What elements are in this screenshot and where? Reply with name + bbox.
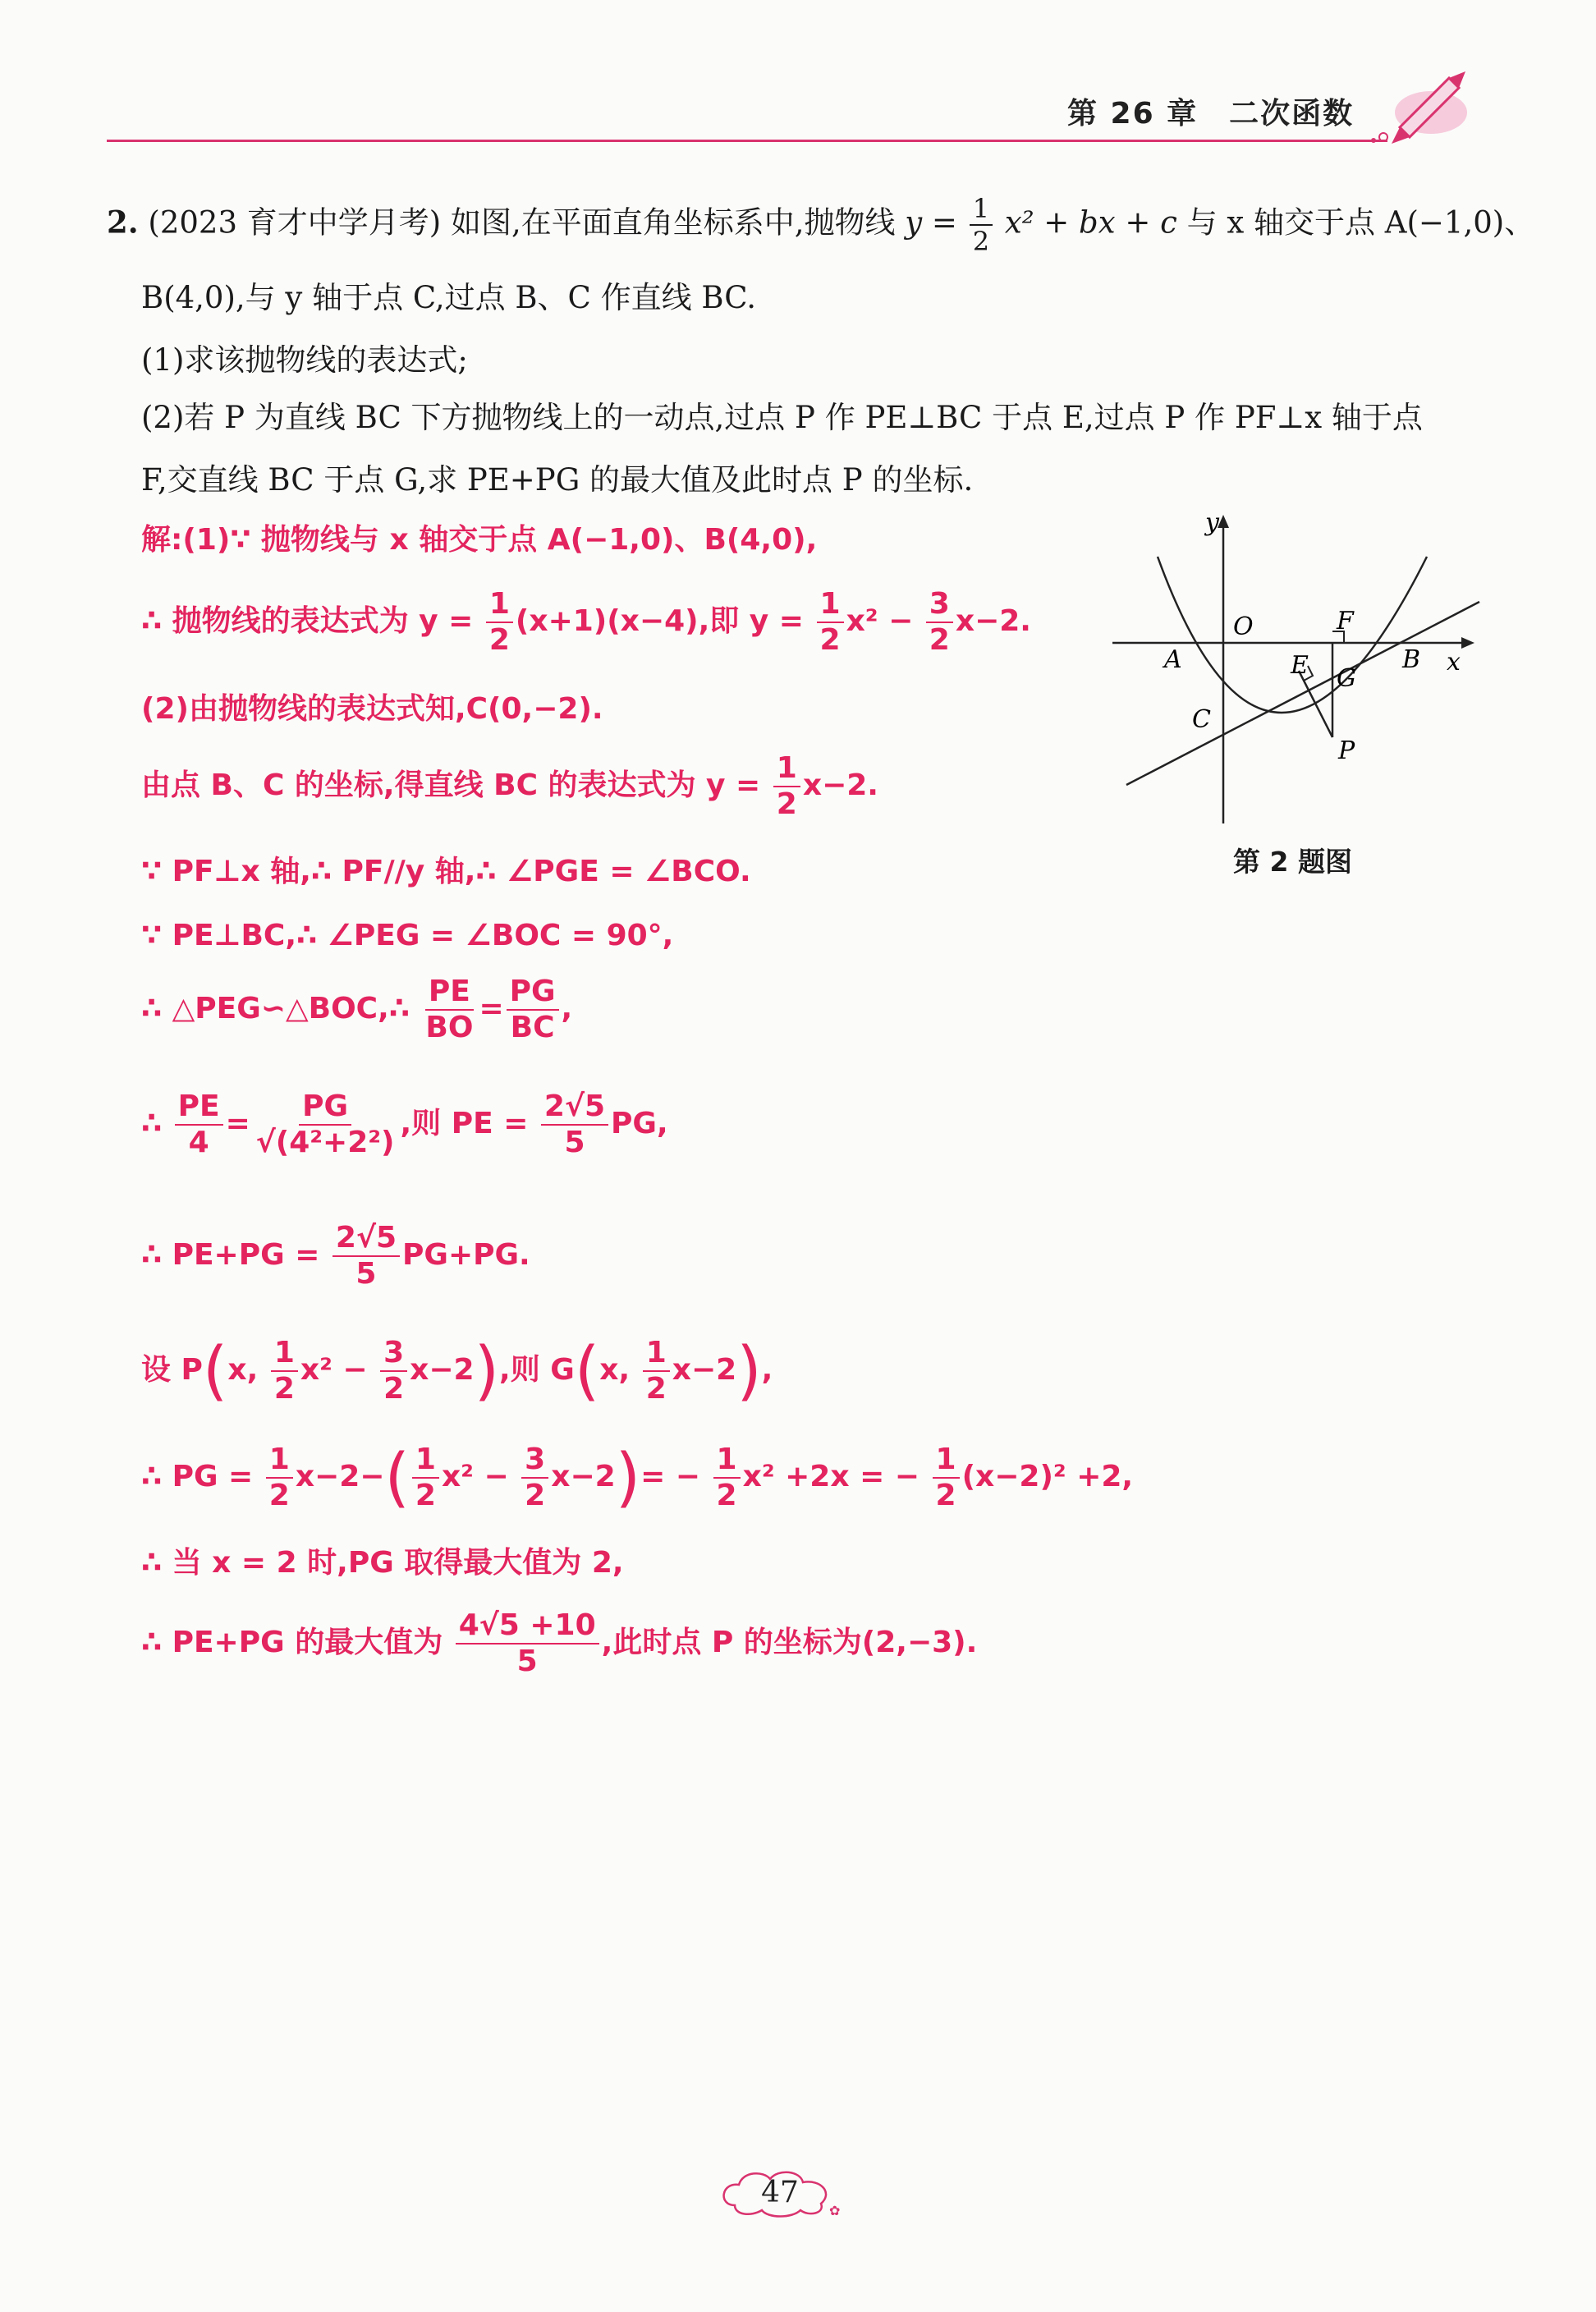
solution-line-5: ∵ PF⊥x 轴,∴ PF//y 轴,∴ ∠PGE = ∠BCO. xyxy=(141,855,751,888)
question-part-2a: (2)若 P 为直线 BC 下方抛物线上的一动点,过点 P 作 PE⊥BC 于点 E,过点 P 作 PF⊥x 轴于点 xyxy=(141,400,1423,435)
question-source: (2023 育才中学月考) xyxy=(148,204,442,241)
page-number-badge xyxy=(714,2164,846,2222)
label-f: F xyxy=(1337,607,1354,635)
solution-line-4: 由点 B、C 的坐标,得直线 BC 的表达式为 y = $\frac{1}{2}$ x−2. xyxy=(141,751,878,821)
fraction-half: $\frac{1}{2}$ xyxy=(970,195,993,255)
label-c: C xyxy=(1192,705,1211,734)
label-x: x xyxy=(1447,648,1461,677)
solution-line-3: (2)由抛物线的表达式知,C(0,−2). xyxy=(141,692,603,726)
y-axis-arrow xyxy=(1218,515,1229,528)
figure-caption: 第 2 题图 xyxy=(1233,846,1352,878)
x-axis-arrow xyxy=(1461,637,1474,649)
solution-line-6: ∵ PE⊥BC,∴ ∠PEG = ∠BOC = 90°, xyxy=(141,919,674,952)
solution-line-10: 设 P(x, $\frac{1}{2}$ x² − $\frac{3}{2}$ x−2),则 G(x, $\frac{1}{2}$ x−2), xyxy=(141,1333,773,1408)
question-line-1 xyxy=(107,195,1534,255)
solution-line-13: ∴ PE+PG 的最大值为 $\frac{4√5 +10}{5}$ ,此时点 P 的坐标为(2,−3). xyxy=(141,1608,978,1678)
header-rule xyxy=(107,140,1387,142)
question-part-1: (1)求该抛物线的表达式; xyxy=(141,342,468,378)
question-text: 如图,在平面直角坐标系中,抛物线 xyxy=(450,204,896,241)
label-e: E xyxy=(1291,651,1309,680)
label-o: O xyxy=(1233,612,1254,641)
label-b: B xyxy=(1402,645,1421,674)
page-number: 47 xyxy=(761,2176,799,2209)
solution-line-7: ∴ △PEG∽△BOC,∴ $\frac{PE}{BO}$ = $\frac{PG}{BC}$ , xyxy=(141,975,573,1044)
question-line-2: B(4,0),与 y 轴于点 C,过点 B、C 作直线 BC. xyxy=(141,280,757,315)
label-y: y xyxy=(1205,508,1219,537)
eq-suffix: x² + bx + c xyxy=(1004,204,1177,241)
question-part-2b: F,交直线 BC 于点 G,求 PE+PG 的最大值及此时点 P 的坐标. xyxy=(141,462,974,498)
label-a: A xyxy=(1164,645,1182,674)
line-bc xyxy=(1126,602,1479,785)
svg-text:✿: ✿ xyxy=(829,2203,841,2218)
parabola-curve xyxy=(1158,557,1427,713)
question-number: 2. xyxy=(107,204,139,241)
solution-line-1: 解:(1)∵ 抛物线与 x 轴交于点 A(−1,0)、B(4,0), xyxy=(141,523,818,557)
parabola-figure xyxy=(1100,507,1494,828)
solution-line-11: ∴ PG = $\frac{1}{2}$ x−2−( $\frac{1}{2}$ x² − $\frac{3}{2}$ x−2)= − $\frac{1}{2}$ x² +2x = − $\frac{1}{2}$ (x−2)² +2, xyxy=(141,1440,1134,1515)
question-text: 与 x 轴交于点 A(−1,0)、 xyxy=(1186,204,1535,241)
solution-line-8: ∴ $\frac{PE}{4}$ = $\frac{PG}{\text{√(4²+2²)}}$ ,则 PE = $\frac{2√5}{5}$ PG, xyxy=(141,1089,668,1159)
solution-line-9: ∴ PE+PG = $\frac{2√5}{5}$ PG+PG. xyxy=(141,1221,530,1291)
label-g: G xyxy=(1337,664,1356,693)
solution-line-12: ∴ 当 x = 2 时,PG 取得最大值为 2, xyxy=(141,1546,624,1580)
chapter-title: 第 26 章 二次函数 xyxy=(1067,97,1355,131)
label-p: P xyxy=(1338,736,1355,765)
eq-prefix: y = xyxy=(905,204,957,241)
pencil-ornament-icon xyxy=(1367,62,1482,152)
solution-line-2: ∴ 抛物线的表达式为 y = $\frac{1}{2}$ (x+1)(x−4),即 y = $\frac{1}{2}$ x² − $\frac{3}{2}$ x−2. xyxy=(141,587,1031,657)
